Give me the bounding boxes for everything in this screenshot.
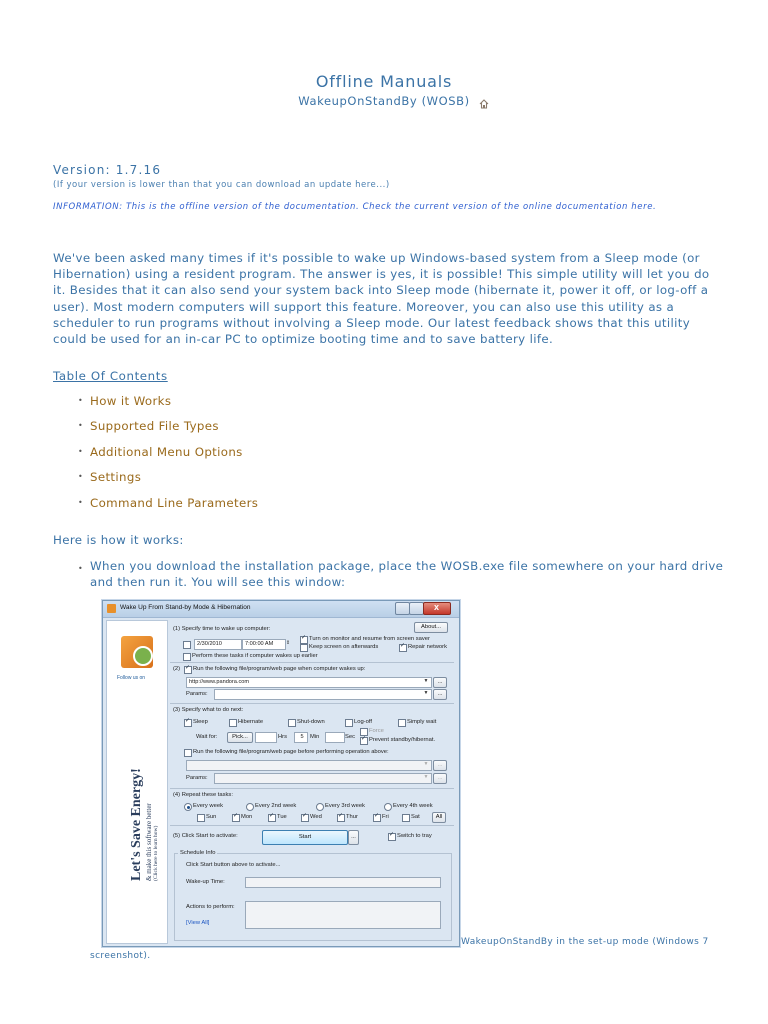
toc-item-supported-file-types[interactable]: • Supported File Types <box>78 419 258 444</box>
params2-label: Params: <box>186 775 208 781</box>
date-field: 2/30/2010 <box>194 639 242 650</box>
side-banner <box>106 620 168 944</box>
toc-item-how-it-works[interactable]: • How it Works <box>78 394 258 419</box>
figure-caption-cont: screenshot). <box>90 951 151 961</box>
click-start-note: Click Start button above to activate... <box>186 862 281 868</box>
every-4th-radio <box>384 803 392 811</box>
shutdown-label: Shut-down <box>297 719 325 725</box>
energy-banner-sub1: & make this software better <box>145 803 153 881</box>
alarm-clock-icon <box>121 636 153 668</box>
energy-banner-title: Let's Save Energy! <box>129 768 144 881</box>
wait-label: Simply wait <box>407 719 437 725</box>
s4-label: (4) Repeat these tasks: <box>173 792 233 798</box>
every-week-label: Every week <box>193 803 223 809</box>
howto-heading: Here is how it works: <box>53 533 184 547</box>
view-all-link: [View All] <box>186 920 210 926</box>
wakeup-time-label: Wake-up Time: <box>186 879 225 885</box>
repair-network-label: Repair network <box>408 644 447 650</box>
energy-banner <box>127 768 159 881</box>
separator <box>170 703 454 704</box>
day-tue-checkbox <box>268 814 276 822</box>
wait-for-label: Wait for: <box>196 734 218 740</box>
run-before-label: Run the following file/program/web page before performing operation above: <box>193 749 389 755</box>
params2-browse-button: ... <box>433 773 447 784</box>
time-field: 7:00:00 AM <box>242 639 286 650</box>
day-sat-checkbox <box>402 814 410 822</box>
day-thur-checkbox <box>337 814 345 822</box>
version-label: Version: 1.7.16 <box>53 163 162 177</box>
actions-label: Actions to perform: <box>186 904 235 910</box>
start-button: Start <box>262 830 348 845</box>
logoff-label: Log-off <box>354 719 372 725</box>
run-before-browse-button: ... <box>433 760 447 771</box>
day-sat-label: Sat <box>411 814 420 820</box>
minimize-icon <box>395 602 410 615</box>
sec-label: Sec <box>345 734 355 740</box>
day-fri-checkbox <box>373 814 381 822</box>
day-thur-label: Thur <box>346 814 358 820</box>
params2-dropdown-icon: ▼ <box>423 774 429 780</box>
hrs-field <box>255 732 277 743</box>
run-before-dropdown-icon: ▼ <box>423 761 429 767</box>
logoff-checkbox <box>345 719 353 727</box>
time-spinner-icon: ⇕ <box>285 640 291 646</box>
about-button: About... <box>414 622 448 633</box>
params-browse-button: ... <box>433 689 447 700</box>
s5-label: (5) Click Start to activate: <box>173 833 238 839</box>
follow-us-label: Follow us on <box>117 675 146 681</box>
window-main <box>170 620 456 942</box>
date-checkbox <box>183 641 191 649</box>
params-dropdown-icon: ▼ <box>423 690 429 696</box>
separator <box>170 825 454 826</box>
turn-on-checkbox <box>300 636 308 644</box>
s2-label: Run the following file/program/web page when computer wakes up: <box>193 666 366 672</box>
perform-earlier-checkbox <box>183 653 191 661</box>
every-2nd-label: Every 2nd week <box>255 803 297 809</box>
repair-network-checkbox <box>399 644 407 652</box>
every-3rd-radio <box>316 803 324 811</box>
day-wed-checkbox <box>301 814 309 822</box>
page-title: Offline Manuals <box>315 72 453 91</box>
update-note[interactable]: (If your version is lower than that you can download an update here...) <box>53 180 390 190</box>
url-dropdown-icon: ▼ <box>423 678 429 684</box>
force-label: Force <box>369 728 384 734</box>
params-field <box>214 689 432 700</box>
params-label: Params: <box>186 691 208 697</box>
browse-button: ... <box>433 677 447 688</box>
run-after-checkbox <box>184 666 192 674</box>
hibernate-label: Hibernate <box>238 719 264 725</box>
sec-field <box>325 732 345 743</box>
day-sun-checkbox <box>197 814 205 822</box>
separator <box>170 788 454 789</box>
information-note[interactable]: INFORMATION: This is the offline version of the documentation. Check the current version of the online documentation here. <box>53 202 657 212</box>
all-days-button: All <box>432 812 446 823</box>
day-fri-label: Fri <box>382 814 389 820</box>
params2-field <box>214 773 432 784</box>
switch-tray-checkbox <box>388 833 396 841</box>
day-mon-checkbox <box>232 814 240 822</box>
close-icon <box>423 602 451 615</box>
pick-button: Pick... <box>227 732 253 743</box>
s3-label: (3) Specify what to do next: <box>173 707 244 713</box>
wakeup-time-field <box>245 877 441 888</box>
every-4th-label: Every 4th week <box>393 803 433 809</box>
toc-list <box>78 394 258 521</box>
prevent-checkbox <box>360 737 368 745</box>
day-mon-label: Mon <box>241 814 253 820</box>
min-label: Min <box>310 734 320 740</box>
run-before-checkbox <box>184 749 192 757</box>
sleep-label: Sleep <box>193 719 208 725</box>
s2-prefix: (2) <box>173 666 181 672</box>
s1-label: (1) Specify time to wake up computer: <box>173 626 271 632</box>
toc-title: Table Of Contents <box>53 369 168 383</box>
every-3rd-label: Every 3rd week <box>325 803 365 809</box>
shutdown-checkbox <box>288 719 296 727</box>
day-wed-label: Wed <box>310 814 322 820</box>
app-screenshot <box>102 600 460 947</box>
sleep-checkbox <box>184 719 192 727</box>
hibernate-checkbox <box>229 719 237 727</box>
toc-item-settings[interactable]: • Settings <box>78 470 258 495</box>
prevent-label: Prevent standby/hibernat. <box>369 737 436 743</box>
start-options-button: ... <box>348 830 359 845</box>
every-week-radio <box>184 803 192 811</box>
figure-caption: WakeupOnStandBy in the set-up mode (Windows 7 <box>461 937 709 947</box>
perform-earlier-label: Perform these tasks if computer wakes up earlier <box>192 653 318 659</box>
toc-item-additional-menu-options[interactable]: • Additional Menu Options <box>78 445 258 470</box>
hrs-label: Hrs <box>278 734 288 740</box>
maximize-icon <box>409 602 424 615</box>
day-tue-label: Tue <box>277 814 287 820</box>
keep-screen-label: Keep screen on afterwards <box>309 644 379 650</box>
switch-tray-label: Switch to tray <box>397 833 432 839</box>
step-item: • When you download the installation package, place the WOSB.exe file somewhere on your hard drive and then run it. You will see this window: <box>78 559 740 590</box>
window-titlebar <box>103 601 459 618</box>
window-title: Wake Up From Stand-by Mode & Hibernation <box>120 604 251 611</box>
min-field: 5 <box>294 732 308 743</box>
day-sun-label: Sun <box>206 814 217 820</box>
separator <box>170 662 454 663</box>
turn-on-label: Turn on monitor and resume from screen saver <box>309 636 430 642</box>
every-2nd-radio <box>246 803 254 811</box>
toc-item-command-line-parameters[interactable]: • Command Line Parameters <box>78 496 258 521</box>
wait-checkbox <box>398 719 406 727</box>
app-icon <box>107 604 116 613</box>
actions-field <box>245 901 441 929</box>
energy-banner-sub2: (Click here to learn how) <box>153 825 159 881</box>
url-field: http://www.pandora.com <box>186 677 432 688</box>
keep-screen-checkbox <box>300 644 308 652</box>
page-subtitle: WakeupOnStandBy (WOSB) <box>298 94 470 108</box>
schedule-info-title: Schedule Info <box>180 850 216 856</box>
intro-paragraph: We've been asked many times if it's possible to wake up Windows-based system from a Sleep mode (or Hibernation) using a resident program. The answer is yes, it is possible! This simple utility will let you do it. Besides that it can also send your system back into Sleep mode (hibernate it, power it off, or log-off a user). Most modern computers will support this feature. Moreover, you can also use this utility as a scheduler to run programs without involving a Sleep mode. Our latest feedback shows that this utility could be used for an in-car PC to optimize booting time and to save battery life. <box>53 251 710 347</box>
run-before-field <box>186 760 432 771</box>
home-icon[interactable] <box>479 99 489 109</box>
